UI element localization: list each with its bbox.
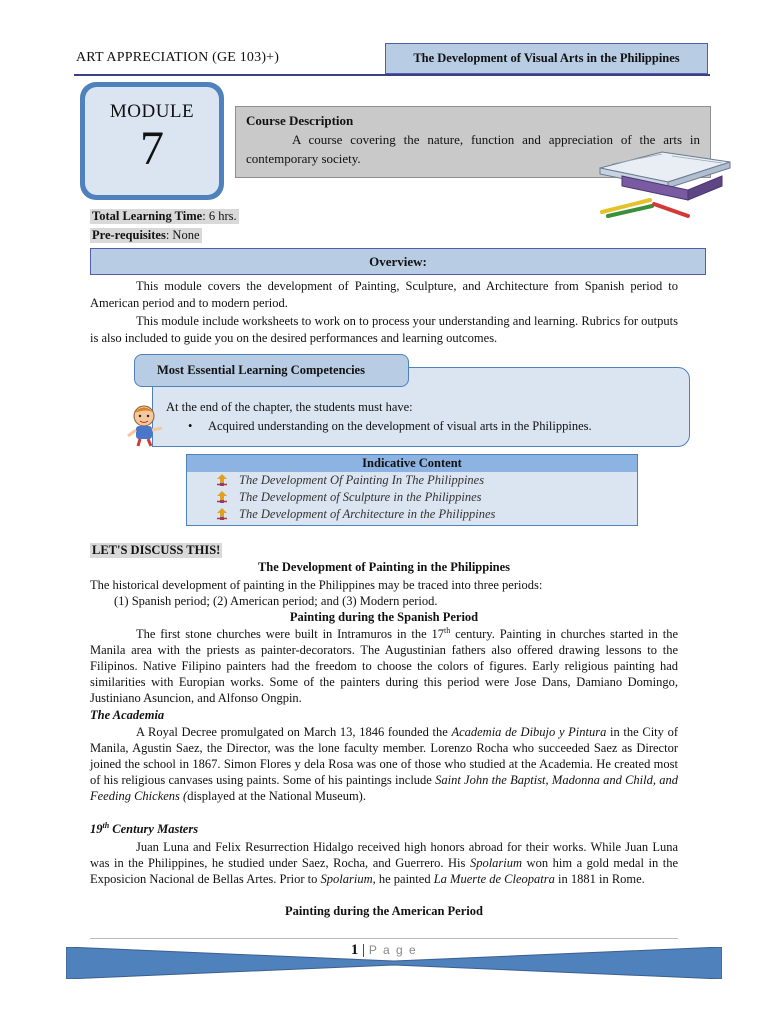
- melc-heading: Most Essential Learning Competencies: [134, 354, 409, 387]
- painting-heading: The Development of Painting in the Philippines: [257, 560, 511, 574]
- spanish-period-heading: Painting during the Spanish Period: [289, 610, 479, 624]
- indicative-item: The Development of Sculpture in the Philippines: [187, 489, 637, 506]
- module-badge: [80, 82, 224, 200]
- melc-intro: At the end of the chapter, the students must have:: [166, 400, 413, 414]
- periods-intro: The historical development of painting in the Philippines may be traced into three periods:: [90, 578, 543, 592]
- academia-paragraph: A Royal Decree promulgated on March 13, 1846 founded the Academia de Dibujo y Pintura in the City of Manila, Agustin Saez, the Director, was the lone faculty member. Lorenzo Rocha who succeeded Saez as Director joined the school in 1867. Simon Flores y dela Rosa was one of those who studied at the Academia. He created most of his religious canvases using paints. Some of his paintings include Saint John the Baptist, Madonna and Child, and Feeding Chickens (displayed at the National Museum).: [90, 725, 678, 803]
- course-description-title: Course Description: [246, 113, 354, 128]
- course-code: ART APPRECIATION (GE 103)+): [76, 50, 280, 65]
- arrow-bullet-icon: [215, 489, 229, 506]
- indicative-item: The Development Of Painting In The Philippines: [187, 472, 637, 489]
- indicative-content-title: Indicative Content: [187, 455, 637, 472]
- overview-paragraph-2: This module include worksheets to work on to process your understanding and learning. Rubrics for outputs is also included to guide you on the desired performances and learning outcomes.: [90, 314, 678, 345]
- prerequisites: Pre-requisites: None: [92, 228, 200, 242]
- century-masters-heading: 19th Century Masters: [90, 820, 199, 836]
- arrow-bullet-icon: [215, 472, 229, 489]
- spanish-period-paragraph: The first stone churches were built in Intramuros in the 17th century. Painting in churches started in the Manila area with the priests as painter-decorators. The Augustinian fathers also offered drawing lessons to the Filipinos. Native Filipino painters had the freedom to choose the colors of figures. Early religious painting had similarities with Europian works. Some of the painters during this period were Jose Dans, Damiano Domingo, Justiniano Asuncion, and Alfonso Ongpin.: [90, 625, 678, 705]
- lets-discuss-label: LET'S DISCUSS THIS!: [92, 543, 221, 557]
- books-pencils-icon: [592, 146, 734, 220]
- document-title: The Development of Visual Arts in the Philippines: [385, 43, 708, 74]
- module-number: 7: [140, 122, 164, 175]
- indicative-item: The Development of Architecture in the Philippines: [187, 506, 637, 523]
- overview-paragraph-1: This module covers the development of Painting, Sculpture, and Architecture from Spanish period to American period and to modern period.: [90, 279, 678, 310]
- header-rule: [74, 74, 710, 76]
- academia-heading: The Academia: [90, 708, 165, 722]
- arrow-bullet-icon: [215, 506, 229, 523]
- learning-time: Total Learning Time: 6 hrs.: [92, 209, 237, 223]
- overview-heading: Overview:: [90, 248, 706, 275]
- course-description-text: A course covering the nature, function and appreciation of the arts in contemporary society.: [246, 132, 700, 166]
- page-number: 1 | P a g e: [350, 942, 418, 958]
- module-label: MODULE: [109, 101, 195, 122]
- century-masters-paragraph: Juan Luna and Felix Resurrection Hidalgo received high honors abroad for their works. While Juan Luna was in the Philippines, he studied under Saez, Rocha, and Guerrero. His Spolarium won him a gold medal in the Exposicion Nacional de Bellas Artes. Prior to Spolarium, he painted La Muerte de Cleopatra in 1881 in Rome.: [90, 840, 678, 886]
- student-cartoon-icon: [124, 402, 170, 448]
- footer-rule: [90, 938, 678, 939]
- indicative-content-box: [186, 454, 638, 526]
- periods-list: (1) Spanish period; (2) American period; and (3) Modern period.: [114, 594, 438, 608]
- american-period-heading: Painting during the American Period: [285, 904, 483, 918]
- melc-bullet: • Acquired understanding on the development of visual arts in the Philippines.: [188, 419, 592, 433]
